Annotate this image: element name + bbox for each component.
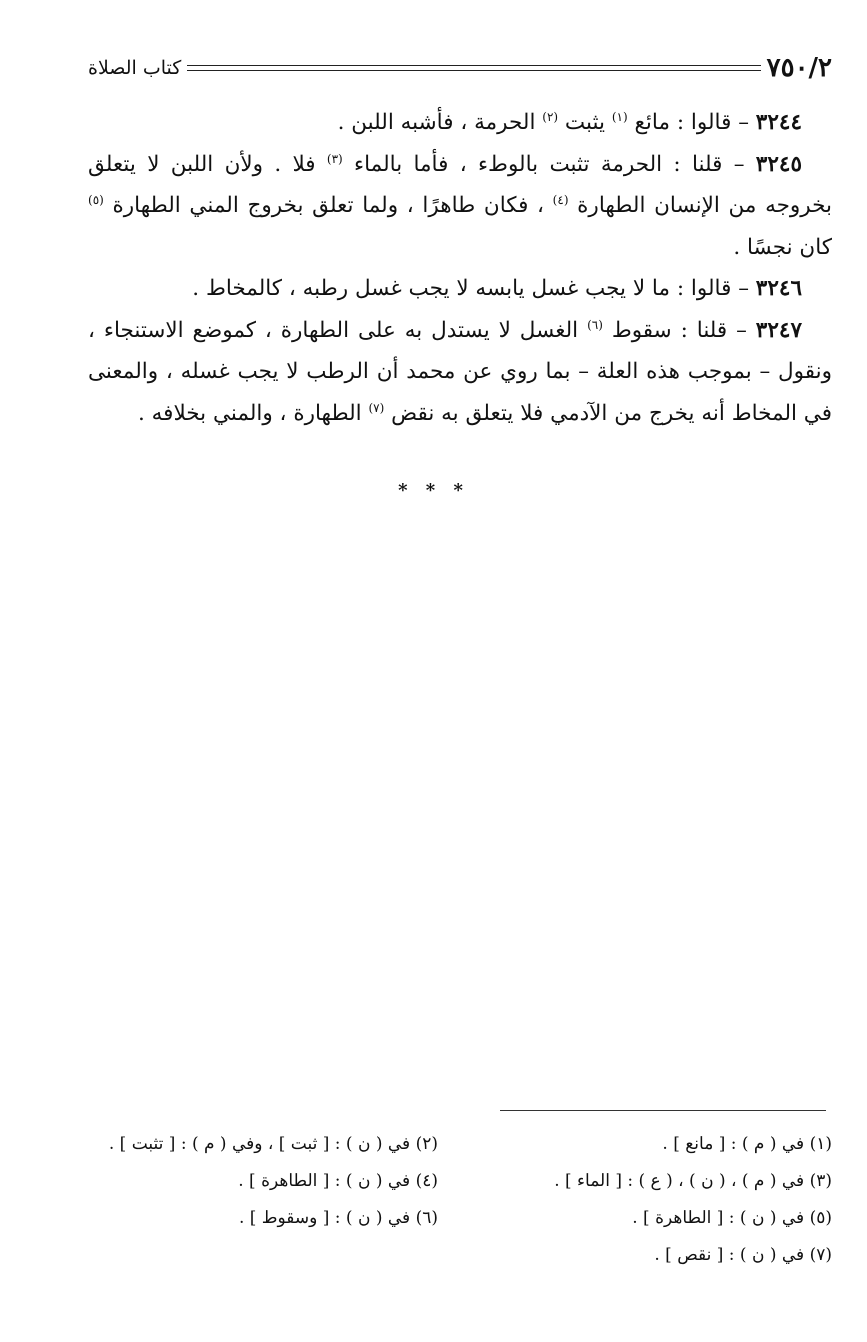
footnote-ref: (٤) (552, 192, 569, 207)
footnote-ref: (٦) (587, 317, 603, 332)
page-number: ٧٥٠/٢ (766, 53, 832, 83)
paragraph-number: ٣٢٤٤ (755, 110, 802, 135)
paragraph-number: ٣٢٤٥ (755, 151, 802, 177)
footnote-ref: (٣) (326, 151, 343, 166)
paragraph-3244: ٣٢٤٤ – قالوا : مائع $^{(١)}$ يثبت $^{(٢)}$ الحرمة ، فأشبه اللبن . (337, 109, 802, 135)
footnote-ref: (٢) (542, 109, 559, 124)
footnote-2: (٢) في ( ن ) : [ ثبت ] ، وفي ( م ) : [ تثبت ] . (108, 1134, 438, 1154)
paragraph-3247: ٣٢٤٧ – قلنا : سقوط $^{(٦)}$ الغسل لا يستدل به على الطهارة ، كموضع الاستنجاء ، ونقول – بموجب هذه العلة – بما روي عن محمد أن الرطب لا يجب غسله ، والمعنى في المخاط أنه يخرج من الآدمي فلا يتعلق به نقض $^{(٧)}$ الطهارة ، والمني بخلافه . (88, 317, 832, 426)
footnote-4: (٤) في ( ن ) : [ الطاهرة ] . (238, 1171, 438, 1191)
footnote-6: (٦) في ( ن ) : [ وسقوط ] . (238, 1208, 438, 1228)
footnote-5: (٥) في ( ن ) : [ الطاهرة ] . (632, 1208, 832, 1228)
paragraph-number: ٣٢٤٦ (755, 276, 802, 301)
book-title: كتاب الصلاة (88, 57, 182, 79)
running-header (88, 48, 832, 88)
footnotes (88, 1126, 832, 1274)
section-separator: * * * (398, 480, 469, 501)
header-rule (187, 65, 760, 71)
footnote-ref: (٧) (368, 400, 385, 415)
footnote-1: (١) في ( م ) : [ مانع ] . (662, 1134, 832, 1154)
footnote-ref: (١) (611, 109, 628, 124)
footnote-ref: (٥) (88, 192, 104, 207)
footnote-rule (500, 1110, 826, 1111)
paragraph-3245: ٣٢٤٥ – قلنا : الحرمة تثبت بالوطء ، فأما بالماء $^{(٣)}$ فلا . ولأن اللبن لا يتعلق بخروجه من الإنسان الطهارة $^{(٤)}$ ، فكان طاهرًا ، ولما تعلق بخروج المني الطهارة $^{(٥)}$ كان نجسًا . (88, 151, 832, 260)
body-text (88, 102, 832, 434)
footnote-3: (٣) في ( م ) ، ( ن ) ، ( ع ) : [ الماء ] . (554, 1171, 832, 1191)
footnote-7: (٧) في ( ن ) : [ نقص ] . (654, 1245, 832, 1265)
paragraph-number: ٣٢٤٧ (755, 317, 802, 343)
paragraph-3246: ٣٢٤٦ – قالوا : ما لا يجب غسل يابسه لا يجب غسل رطبه ، كالمخاط . (192, 276, 802, 301)
